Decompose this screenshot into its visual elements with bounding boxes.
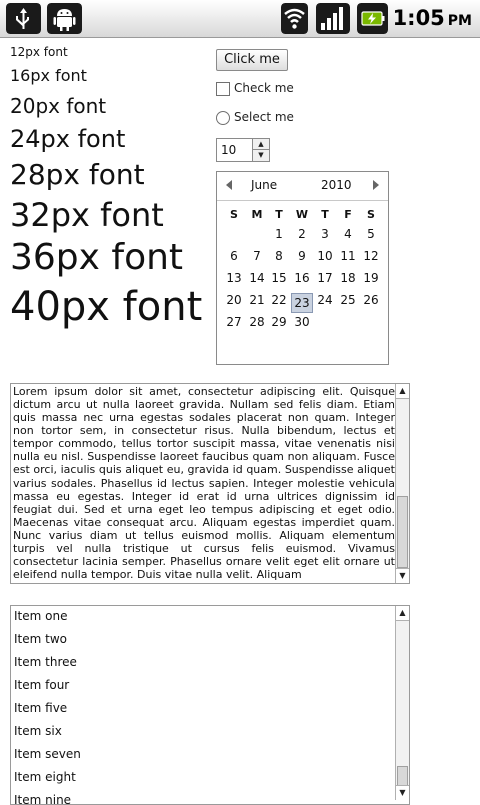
calendar-day[interactable]: 5 (367, 227, 375, 241)
prev-month-icon[interactable] (226, 180, 232, 190)
calendar-day[interactable]: 8 (275, 249, 283, 263)
calendar-day[interactable]: 4 (344, 227, 352, 241)
calendar-year[interactable]: 2010 (321, 178, 352, 192)
text-area-scrollbar[interactable] (395, 384, 409, 583)
font-sample-40px: 40px font (10, 284, 203, 330)
calendar-month[interactable]: June (251, 178, 278, 192)
calendar-day[interactable]: 15 (271, 271, 287, 285)
calendar-day[interactable]: 28 (249, 315, 265, 329)
calendar-day-selected[interactable]: 23 (291, 293, 313, 313)
calendar-day[interactable]: 10 (317, 249, 333, 263)
calendar-day[interactable]: 27 (226, 315, 242, 329)
calendar-day[interactable]: 22 (271, 293, 287, 307)
list-scrollbar[interactable] (395, 606, 409, 800)
calendar-day[interactable]: 16 (294, 271, 310, 285)
weekday-header: T (321, 208, 329, 221)
android-debug-icon (47, 3, 82, 34)
calendar (216, 171, 389, 365)
list-item[interactable]: Item eight (14, 770, 76, 784)
calendar-day[interactable]: 3 (321, 227, 329, 241)
list-item[interactable]: Item two (14, 632, 67, 646)
spinner-value: 10 (221, 143, 237, 157)
radio-label: Select me (234, 110, 294, 124)
select-me-radio[interactable] (216, 111, 230, 125)
weekday-header: T (275, 208, 283, 221)
calendar-day[interactable]: 9 (298, 249, 306, 263)
calendar-day[interactable]: 30 (294, 315, 310, 329)
calendar-day[interactable]: 17 (317, 271, 333, 285)
number-spinner[interactable] (216, 138, 270, 162)
calendar-day[interactable]: 18 (340, 271, 356, 285)
calendar-header (217, 172, 388, 201)
calendar-day[interactable]: 2 (298, 227, 306, 241)
check-me-checkbox[interactable] (216, 82, 230, 96)
usb-icon (6, 3, 41, 34)
weekday-header: M (251, 208, 263, 221)
weekday-header: S (230, 208, 238, 221)
list-item[interactable]: Item nine (14, 793, 72, 805)
scroll-down-icon[interactable]: ▼ (396, 568, 409, 583)
spinner-down-button[interactable]: ▼ (253, 150, 269, 161)
list-item[interactable]: Item three (14, 655, 77, 669)
calendar-day[interactable]: 21 (249, 293, 265, 307)
calendar-day[interactable]: 12 (363, 249, 379, 263)
calendar-day[interactable]: 25 (340, 293, 356, 307)
calendar-day[interactable]: 24 (317, 293, 333, 307)
lorem-text-area[interactable] (10, 383, 410, 584)
clock-time: 1:05 (392, 6, 445, 30)
spinner-up-button[interactable]: ▲ (253, 139, 269, 150)
text-area-content: Lorem ipsum dolor sit amet, consectetur adipiscing elit. Quisque dictum arcu ut nulla laoreet gravida. Nullam sed felis diam. Etiam quis massa nec urna egestas sodales placerat non quam. Integer non tortor sem, in consectetur risus. Nulla bibendum, lectus et tempor commodo, tellus tortor suscipit massa, vitae venenatis nisi nulla eu nisl. Suspendisse laoreet faucibus quam non aliquam. Fusce est orci, iaculis quis aliquet eu, gravida id quam. Suspendisse aliquet varius sodales. Phasellus id lectus sapien. Integer molestie vehicula massa eu egestas. Integer id erat id urna ultrices dignissim id feugiat dui. Sed et urna eget leo tempus adipiscing et eget odio. Maecenas vitae consequat arcu. Aliquam egestas imperdiet quam. Nunc varius diam ut tellus euismod mollis. Aliquam elementum turpis vel nulla tristique ut cursus felis euismod. Vivamus consectetur lacinia semper. Phasellus ornare velit eget elit ornare ut eleifend nulla tempor. Duis vitae nulla velit. Aliquam (13, 385, 395, 582)
weekday-header: F (344, 208, 352, 221)
font-sample-36px: 36px font (10, 237, 184, 278)
font-sample-32px: 32px font (10, 196, 164, 234)
calendar-day[interactable]: 20 (226, 293, 242, 307)
wifi-icon (281, 3, 308, 34)
font-sample-24px: 24px font (10, 125, 126, 153)
next-month-icon[interactable] (373, 180, 379, 190)
calendar-day[interactable]: 19 (363, 271, 379, 285)
click-me-button[interactable]: Click me (216, 49, 288, 71)
calendar-day[interactable]: 29 (271, 315, 287, 329)
battery-charging-icon (357, 3, 388, 34)
font-sample-16px: 16px font (10, 66, 87, 85)
spinner-buttons (252, 139, 269, 161)
list-item[interactable]: Item seven (14, 747, 81, 761)
status-bar (0, 0, 480, 38)
list-item[interactable]: Item six (14, 724, 62, 738)
calendar-day[interactable]: 6 (230, 249, 238, 263)
font-sample-12px: 12px font (10, 45, 68, 59)
weekday-header: S (367, 208, 375, 221)
scroll-up-icon[interactable]: ▲ (396, 384, 409, 399)
clock-ampm: PM (447, 13, 472, 29)
list-item[interactable]: Item one (14, 609, 68, 623)
weekday-header: W (295, 208, 309, 221)
list-item[interactable]: Item four (14, 678, 70, 692)
calendar-day[interactable]: 13 (226, 271, 242, 285)
list-scroll-down-icon[interactable]: ▼ (396, 785, 409, 800)
list-item[interactable]: Item five (14, 701, 68, 715)
calendar-day[interactable]: 7 (253, 249, 261, 263)
list-scroll-up-icon[interactable]: ▲ (396, 606, 409, 621)
calendar-day[interactable]: 1 (275, 227, 283, 241)
calendar-day[interactable]: 26 (363, 293, 379, 307)
status-clock (393, 6, 472, 30)
font-sample-20px: 20px font (10, 94, 107, 118)
signal-icon (316, 3, 350, 34)
checkbox-label: Check me (234, 81, 294, 95)
text-area-scroll-thumb[interactable] (397, 496, 408, 568)
calendar-day[interactable]: 14 (249, 271, 265, 285)
font-sample-28px: 28px font (10, 158, 145, 191)
item-list[interactable] (10, 605, 410, 805)
calendar-day[interactable]: 11 (340, 249, 356, 263)
